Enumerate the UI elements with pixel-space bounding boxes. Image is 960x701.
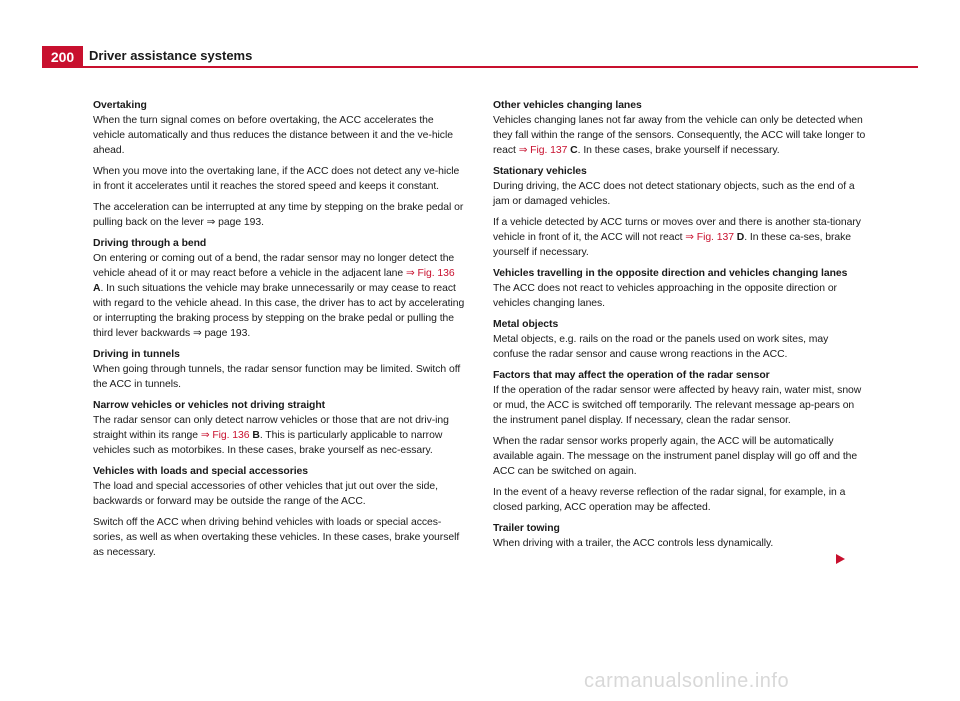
text: If a vehicle detected by ACC turns or moves over and there is another sta-tionary vehicle in front of it, the ACC will not react [493, 217, 861, 243]
figure-link[interactable]: ⇒ Fig. 137 [518, 145, 568, 156]
paragraph: During driving, the ACC does not detect stationary objects, such as the end of a jam or damaged vehicles. [493, 181, 855, 207]
heading-narrow-vehicles: Narrow vehicles or vehicles not driving straight [93, 400, 326, 411]
figure-link[interactable]: ⇒ Fig. 136 [405, 268, 455, 279]
text: Vehicles changing lanes not far away from the vehicle can only be detected when they fall within the range of the sensors. Consequently, the ACC will take longer to react [493, 115, 866, 156]
text: . In these ca-ses, brake yourself if necessary. [493, 232, 852, 258]
paragraph [93, 251, 467, 341]
paragraph: When you move into the overtaking lane, if the ACC does not detect any ve-hicle in front it accelerates until it reaches the stored speed and keeps it constant. [93, 166, 460, 192]
paragraph [493, 215, 867, 260]
paragraph [93, 413, 467, 458]
paragraph: If the operation of the radar sensor were affected by heavy rain, water mist, snow or mud, the ACC is switched off temporarily. The relevant message ap-pears on the instrument panel display. If necessary, clean the radar sensor. [493, 385, 862, 426]
paragraph: When driving with a trailer, the ACC controls less dynamically. [493, 538, 774, 549]
continue-arrow-icon[interactable] [836, 554, 845, 564]
left-column [93, 98, 467, 566]
figure-link[interactable]: ⇒ Fig. 137 [685, 232, 734, 243]
watermark: carmanualsonline.info [584, 670, 790, 692]
heading-metal-objects: Metal objects [493, 319, 559, 330]
header-divider [83, 66, 918, 68]
paragraph: When the turn signal comes on before overtaking, the ACC accelerates the vehicle automatically and thus reduces the distance between it and the ve-hicle ahead. [93, 115, 453, 156]
paragraph [493, 113, 867, 158]
text: . This is particularly applicable to narrow vehicles such as motorbikes. In these cases, brake yourself as nec-essary. [93, 430, 443, 456]
figure-ref: D [736, 232, 745, 243]
heading-opposite-direction: Vehicles travelling in the opposite direction and vehicles changing lanes [493, 268, 848, 279]
text: . In such situations the vehicle may brake unnecessarily or may cease to react with regard to the vehicle ahead. In this case, the driver has to act by accelerating or interrupting the braking process by stepping on the brake pedal or pulling the third lever backwards ⇒ page 193. [93, 283, 465, 339]
paragraph: The ACC does not react to vehicles approaching in the opposite direction or vehicles changing lanes. [493, 283, 837, 309]
page-number: 200 [42, 46, 83, 68]
figure-link[interactable]: ⇒ Fig. 136 [200, 430, 250, 441]
page-header [42, 46, 918, 66]
text: The radar sensor can only detect narrow vehicles or those that are not driv-ing straight within its range [93, 415, 449, 441]
heading-loads: Vehicles with loads and special accessories [93, 466, 309, 477]
text: . In these cases, brake yourself if necessary. [577, 145, 780, 156]
section-title: Driver assistance systems [89, 48, 253, 63]
heading-bend: Driving through a bend [93, 238, 207, 249]
heading-tunnels: Driving in tunnels [93, 349, 180, 360]
paragraph: Switch off the ACC when driving behind vehicles with loads or special acces-sories, as well as when overtaking these vehicles. In these cases, brake yourself as necessary. [93, 517, 460, 558]
heading-stationary: Stationary vehicles [493, 166, 587, 177]
heading-radar-factors: Factors that may affect the operation of the radar sensor [493, 370, 770, 381]
paragraph: When the radar sensor works properly again, the ACC will be automatically available again. The message on the instrument panel display will go off and the ACC can be switched on again. [493, 436, 858, 477]
heading-overtaking: Overtaking [93, 100, 147, 111]
figure-ref: A [93, 283, 101, 294]
paragraph: The load and special accessories of other vehicles that jut out over the side, backwards or forward may be outside the range of the ACC. [93, 481, 438, 507]
paragraph: Metal objects, e.g. rails on the road or the panels used on work sites, may confuse the radar sensor and cause wrong reactions in the ACC. [493, 334, 829, 360]
figure-ref: C [570, 145, 578, 156]
paragraph: The acceleration can be interrupted at any time by stepping on the brake pedal or pulling back on the lever ⇒ page 193. [93, 202, 464, 228]
right-column [493, 98, 867, 557]
paragraph: In the event of a heavy reverse reflection of the radar signal, for example, in a closed parking, ACC operation may be affected. [493, 487, 846, 513]
text: On entering or coming out of a bend, the radar sensor may no longer detect the vehicle ahead of it or may react before a vehicle in the adjacent lane [93, 253, 455, 279]
heading-trailer: Trailer towing [493, 523, 560, 534]
heading-changing-lanes: Other vehicles changing lanes [493, 100, 642, 111]
figure-ref: B [252, 430, 260, 441]
paragraph: When going through tunnels, the radar sensor function may be limited. Switch off the ACC in tunnels. [93, 364, 461, 390]
